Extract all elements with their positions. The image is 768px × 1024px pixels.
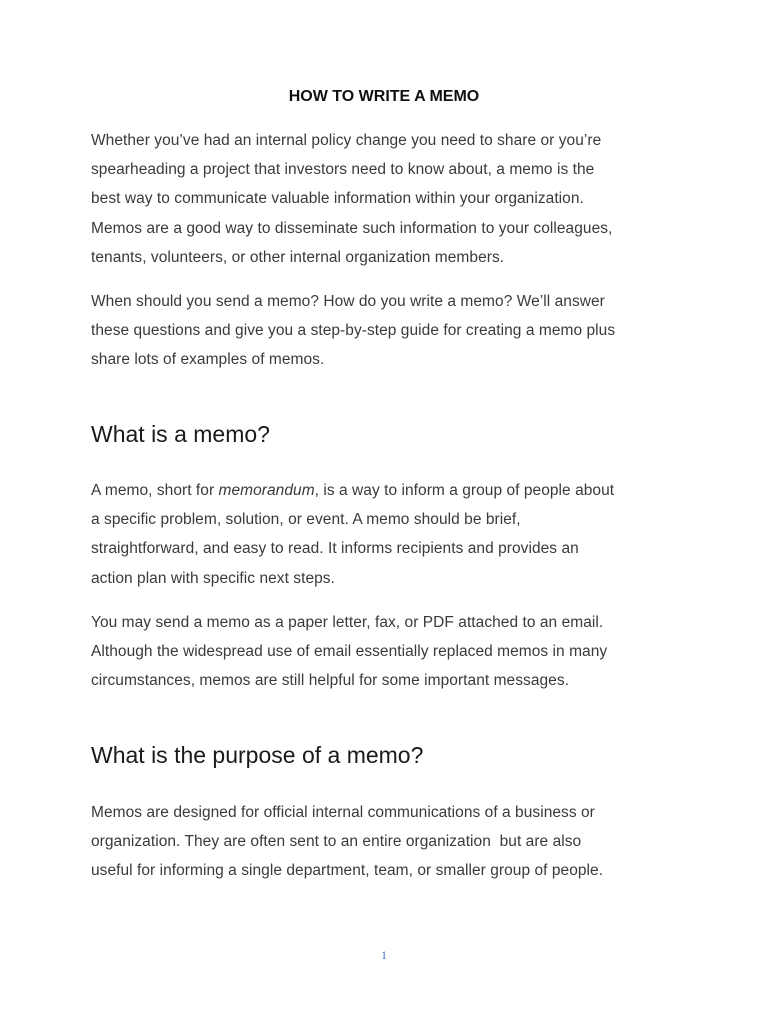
text-line: share lots of examples of memos.: [91, 351, 325, 369]
text-line: these questions and give you a step-by-step guide for creating a memo plus: [91, 322, 616, 340]
intro-paragraph-1: [91, 126, 691, 272]
document-title: HOW TO WRITE A MEMO: [288, 88, 480, 105]
section-heading-what-is-a-memo: What is a memo?: [91, 421, 270, 447]
text-fragment: , is a way to inform a group of people about: [314, 482, 615, 499]
text-line: organization. They are often sent to an entire organization but are also: [91, 833, 582, 851]
section1-paragraph-1: [91, 476, 691, 593]
section2-paragraph-1: [91, 798, 691, 886]
text-line: You may send a memo as a paper letter, fax, or PDF attached to an email.: [91, 614, 604, 631]
text-line: action plan with specific next steps.: [91, 569, 335, 587]
text-line: When should you send a memo? How do you write a memo? We’ll answer: [91, 293, 605, 310]
page-number: 1: [381, 948, 387, 962]
text-line: best way to communicate valuable information within your organization.: [91, 190, 584, 208]
italic-term: memorandum: [218, 482, 315, 499]
text-line: Memos are designed for official internal communications of a business or: [91, 804, 595, 821]
section-heading-purpose-of-a-memo: What is the purpose of a memo?: [91, 742, 424, 768]
text-line: useful for informing a single department, team, or smaller group of people.: [91, 862, 604, 880]
text-line: Although the widespread use of email essentially replaced memos in many: [91, 643, 608, 661]
text-line: a specific problem, solution, or event. A memo should be brief,: [91, 511, 521, 529]
text-line: circumstances, memos are still helpful for some important messages.: [91, 672, 569, 690]
text-line: Memos are a good way to disseminate such information to your colleagues,: [91, 219, 613, 237]
text-line: [91, 476, 691, 505]
text-line: straightforward, and easy to read. It informs recipients and provides an: [91, 540, 579, 558]
text-line: spearheading a project that investors need to know about, a memo is the: [91, 161, 595, 179]
text-fragment: A memo, short for: [91, 482, 219, 499]
section1-paragraph-2: [91, 608, 691, 696]
intro-paragraph-2: [91, 287, 691, 375]
text-line: Whether you’ve had an internal policy change you need to share or you’re: [91, 132, 602, 149]
text-line: tenants, volunteers, or other internal organization members.: [91, 248, 505, 266]
